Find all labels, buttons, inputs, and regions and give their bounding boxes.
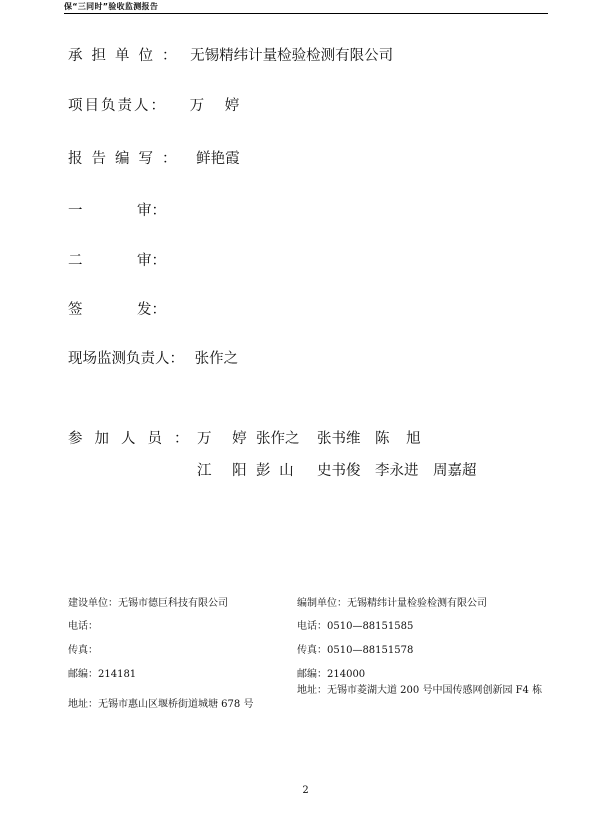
undertaker-value: 无锡精纬计量检验检测有限公司: [190, 48, 394, 64]
editor-fax: 传真：0510—88151578: [297, 645, 414, 656]
builder-address: 地址：无锡市惠山区堰桥街道城塘 678 号: [68, 699, 254, 710]
participant-name: 江 阳: [197, 463, 255, 479]
writer-value: 鲜艳霞: [196, 151, 240, 167]
project-lead-row: [68, 94, 247, 115]
second-review-label-b: 审：: [137, 253, 166, 269]
project-lead-label: 项目负责人：: [68, 98, 167, 114]
writer-row: [68, 147, 240, 168]
editor-unit: 编制单位：无锡精纬计量检验检测有限公司: [297, 598, 487, 609]
builder-phone: 电话：: [68, 621, 98, 632]
issue-label-a: 签: [68, 302, 83, 318]
participant-name: 万 婷: [197, 431, 255, 447]
builder-postcode: 邮编：214181: [68, 669, 137, 680]
field-lead-row: [68, 347, 238, 368]
builder-unit: 建设单位：无锡市德巨科技有限公司: [68, 598, 228, 609]
undertaker-row: [68, 44, 393, 65]
participant-name: 张作之: [256, 431, 300, 447]
report-header-title: 保“三同时”验收监测报告: [64, 2, 159, 11]
editor-postcode: 邮编：214000: [297, 669, 366, 680]
second-review-label-a: 二: [68, 253, 83, 269]
page-number: 2: [302, 785, 309, 796]
participant-name: 张书维: [317, 431, 361, 447]
participants-label: 参加人员：: [68, 431, 201, 447]
field-lead-label: 现场监测负责人：: [68, 351, 184, 367]
first-review-label-b: 审：: [137, 203, 166, 219]
writer-label: 报告编写：: [68, 151, 186, 167]
editor-address: 地址：无锡市菱湖大道 200 号中国传感网创新园 F4 栋: [297, 685, 543, 696]
header-divider: [64, 13, 548, 14]
participant-name: 李永进: [375, 463, 419, 479]
participant-name: 陈 旭: [375, 431, 427, 447]
participant-name: 彭 山: [256, 463, 296, 479]
first-review-label-a: 一: [68, 203, 83, 219]
issue-label-b: 发：: [137, 302, 166, 318]
participant-name: 周嘉超: [433, 463, 477, 479]
field-lead-value: 张作之: [194, 351, 239, 367]
editor-phone: 电话：0510—88151585: [297, 621, 414, 632]
undertaker-label: 承担单位：: [68, 48, 186, 64]
builder-fax: 传真：: [68, 645, 98, 656]
project-lead-value: 万 婷: [189, 98, 248, 114]
participant-name: 史书俊: [317, 463, 361, 479]
